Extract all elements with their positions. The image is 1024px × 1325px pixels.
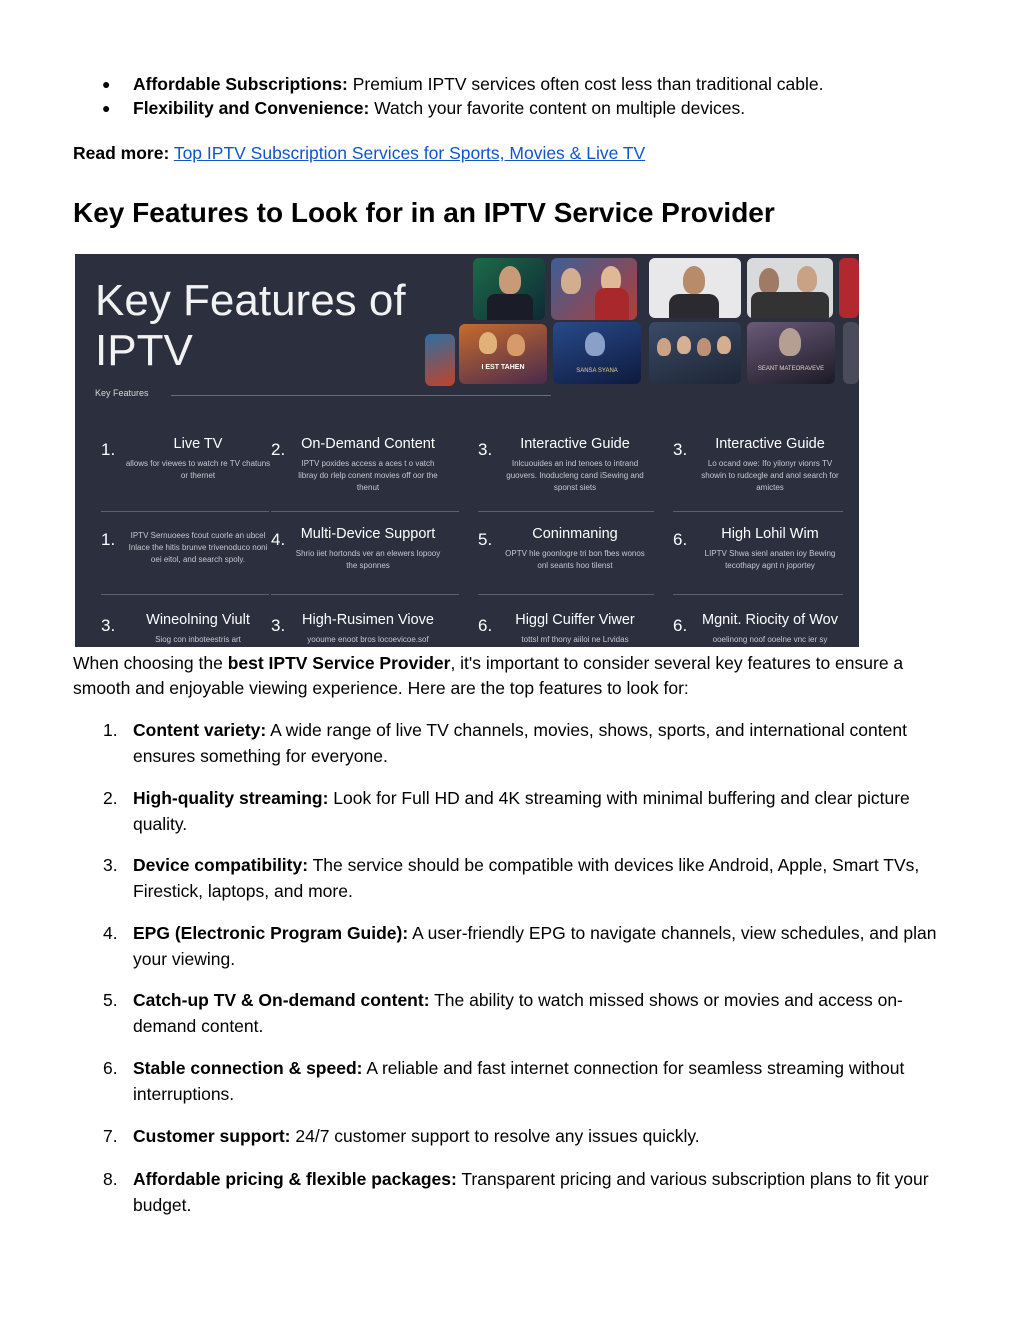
feature-desc: LIPTV Shwa sienl anaten ioy Bewing tecothapy agnt n joportey (704, 549, 836, 570)
item-text: A reliable and fast internet connection for seamless streaming without interruptions. (133, 1058, 905, 1104)
feature-desc: Siog con inboteestris art (155, 635, 241, 644)
poster-thumbnail (553, 322, 641, 384)
poster-thumbnail (747, 258, 833, 318)
feature-desc: yooume enoot bros locoevicoe.sof (307, 635, 429, 644)
banner-title (95, 276, 455, 376)
feature-number: 1. (101, 440, 116, 459)
bullet-icon: ● (102, 100, 111, 116)
feature-number: 1. (101, 530, 116, 549)
item-content (133, 853, 955, 904)
feature-title: Multi-Device Support (300, 526, 436, 542)
item-bold: Catch-up TV & On-demand content: (133, 990, 430, 1010)
item-number: 2. (103, 788, 118, 808)
item-bold: Flexibility and Convenience: (133, 98, 370, 118)
item-text: Premium IPTV services often cost less than traditional cable. (347, 74, 824, 94)
feature-desc: Shrio iiet hortonds ver an elewers lopooy the sponnes (295, 549, 441, 570)
poster-caption: I EST TAHEN (481, 364, 525, 371)
bullet-icon: ● (102, 76, 111, 92)
poster-thumbnail (551, 258, 637, 320)
feature-number: 6. (673, 616, 688, 635)
feature-title: Interactive Guide (520, 436, 630, 452)
intro-paragraph (73, 651, 963, 701)
feature-title: Coninmaning (532, 526, 618, 542)
item-bold: High-quality streaming: (133, 788, 329, 808)
feature-title: High-Rusimen Viove (302, 612, 434, 628)
item-text: The service should be compatible with devices like Android, Apple, Smart TVs, Firestick, laptops, and more. (133, 855, 920, 901)
item-content (133, 921, 955, 972)
item-text: Look for Full HD and 4K streaming with minimal buffering and clear picture quality. (133, 788, 910, 834)
list-item (102, 96, 824, 120)
row-divider (271, 511, 459, 512)
poster-thumbnail (649, 258, 741, 318)
item-number: 3. (103, 855, 118, 875)
item-text: Transparent pricing and various subscription plans to fit your budget. (133, 1169, 929, 1215)
feature-number: 4. (271, 530, 286, 549)
feature-desc: OPTV hle goonlogre tri bon fbes wonos onl seants hoo tilenst (505, 549, 645, 570)
item-number: 6. (103, 1058, 118, 1078)
item-text: The ability to watch missed shows or movies and access on-demand content. (133, 990, 903, 1036)
section-heading: Key Features to Look for in an IPTV Service Provider (73, 197, 775, 228)
feature-desc: Lo ocand owe: Ifo yilonyr vionrs TV showin to rudcegle and anol search for amictes (701, 459, 839, 492)
poster-thumbnail (747, 322, 835, 384)
item-bold: EPG (Electronic Program Guide): (133, 923, 409, 943)
list-item (102, 72, 824, 96)
feature-desc: Inlcuouides an ind tenoes to intrand guovers. Inoducleng cand iSewing and sponst siets (506, 459, 644, 492)
feature-title: Wineolning Viult (146, 612, 250, 628)
item-content (133, 1167, 955, 1218)
para-bold: best IPTV Service Provider (227, 653, 451, 673)
feature-number: 5. (478, 530, 493, 549)
row-divider (101, 594, 269, 595)
feature-desc: ooelinong noof ooelne vnc ier sy (712, 635, 828, 644)
item-number: 7. (103, 1126, 118, 1146)
item-content (133, 1056, 955, 1107)
item-bold: Device compatibility: (133, 855, 309, 875)
item-bold: Affordable pricing & flexible packages: (133, 1169, 457, 1189)
item-bold: Content variety: (133, 720, 267, 740)
poster-thumbnail (843, 322, 859, 384)
feature-title: On-Demand Content (301, 436, 435, 452)
banner-subtitle: Key Features (95, 388, 149, 398)
item-bold: Customer support: (133, 1126, 291, 1146)
poster-thumbnail (839, 258, 859, 318)
poster-caption: SANSA SYANA (576, 368, 618, 374)
row-divider (478, 594, 654, 595)
para-text: When choosing the (73, 653, 228, 673)
row-divider (478, 511, 654, 512)
item-bold: Affordable Subscriptions: (133, 74, 348, 94)
item-text: Watch your favorite content on multiple devices. (369, 98, 746, 118)
item-number: 5. (103, 990, 118, 1010)
item-bold: Stable connection & speed: (133, 1058, 363, 1078)
feature-number: 3. (673, 440, 688, 459)
poster-thumbnail (459, 324, 547, 384)
feature-number: 6. (673, 530, 688, 549)
read-more (73, 141, 645, 165)
row-divider (271, 594, 459, 595)
feature-title: High Lohil Wim (721, 526, 819, 542)
item-number: 8. (103, 1169, 118, 1189)
read-more-link[interactable]: Top IPTV Subscription Services for Sports, Movies & Live TV (173, 143, 646, 163)
feature-number: 3. (478, 440, 493, 459)
item-content (133, 718, 955, 769)
poster-thumbnail (649, 322, 741, 384)
item-content (133, 786, 955, 837)
benefits-list (102, 72, 824, 120)
row-divider (673, 594, 843, 595)
item-text: 24/7 customer support to resolve any issues quickly. (290, 1126, 700, 1146)
item-number: 4. (103, 923, 118, 943)
item-number: 1. (103, 720, 118, 740)
banner-title-line2: IPTV (95, 326, 193, 375)
feature-desc: IPTV poxides access a aces t o vatch libray do rlelp conent movies off oor the thenut (298, 459, 438, 492)
poster-thumbnail (425, 334, 455, 386)
item-text: A wide range of live TV channels, movies, shows, sports, and international content ensures something for everyone. (133, 720, 907, 766)
feature-title: Higgl Cuiffer Viwer (515, 612, 635, 628)
feature-number: 6. (478, 616, 493, 635)
read-more-label: Read more: (73, 143, 170, 163)
item-content (133, 1124, 955, 1150)
banner-title-line1: Key Features of (95, 276, 406, 325)
banner-divider (171, 395, 551, 396)
row-divider (673, 511, 843, 512)
para-text: , it's important to consider several key features to ensure a smooth and enjoyable viewing experience. Here are the top features to look for: (73, 653, 904, 698)
feature-desc: IPTV Sernuoees fcout cuorle an ubcel Inlace the hitis brunve trivenoduco noni oei eitol, and search spoly. (128, 531, 268, 564)
key-features-banner-image (75, 254, 859, 647)
feature-number: 3. (101, 616, 116, 635)
item-text: A user-friendly EPG to navigate channels, view schedules, and plan your viewing. (133, 923, 937, 969)
feature-title: Mgnit. Riocity of Wov (702, 612, 838, 628)
item-content (133, 988, 955, 1039)
feature-title: Interactive Guide (715, 436, 825, 452)
row-divider (101, 511, 269, 512)
poster-caption: SEANT MATEORAVEVE (757, 366, 825, 372)
poster-thumbnail (473, 258, 545, 320)
feature-desc: allows for viewes to watch re TV chatuns or thernet (125, 459, 271, 480)
feature-number: 3. (271, 616, 286, 635)
feature-title: Live TV (173, 436, 223, 452)
feature-number: 2. (271, 440, 286, 459)
feature-desc: tottsl mf thony aiiloi ne Lrvidas (521, 635, 629, 644)
